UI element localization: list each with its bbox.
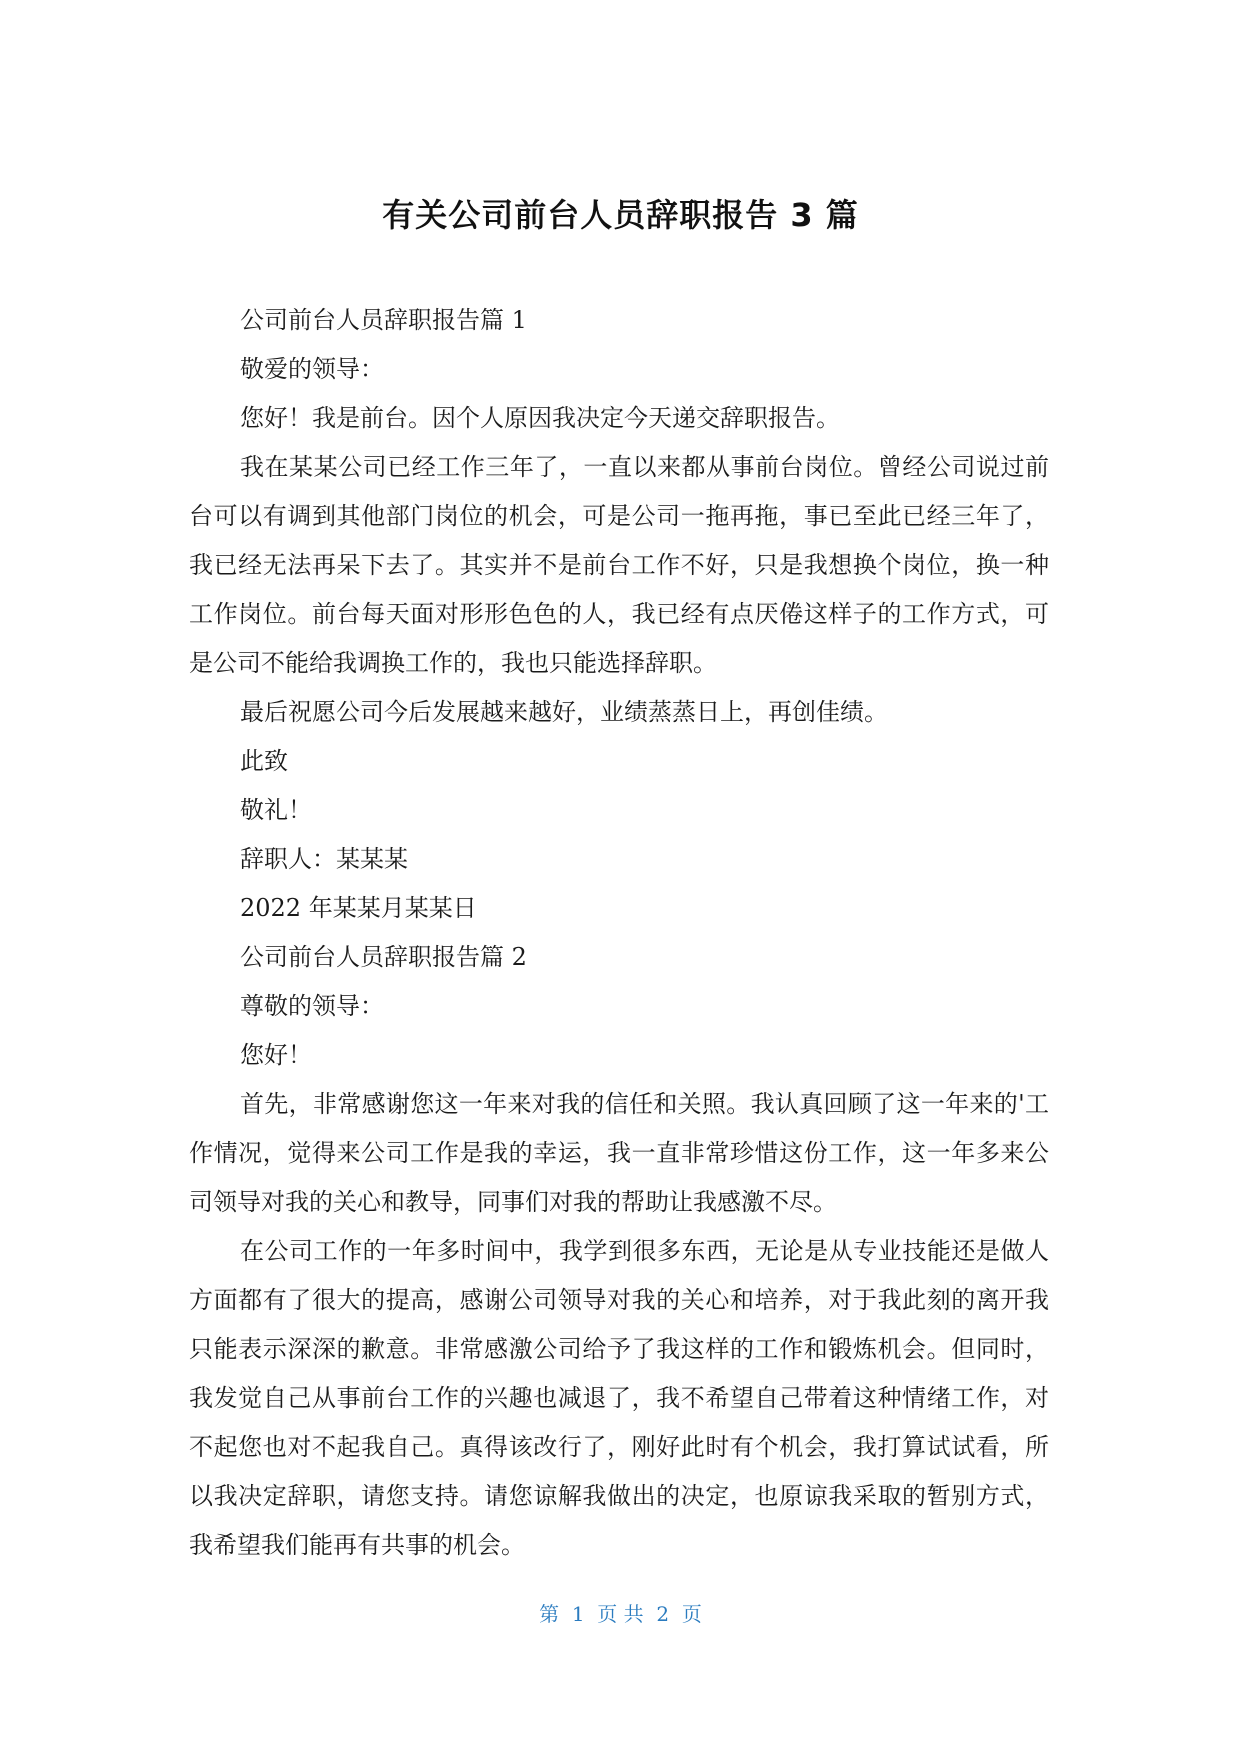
body-paragraph: 我在某某公司已经工作三年了，一直以来都从事前台岗位。曾经公司说过前台可以有调到其他部门岗位的机会，可是公司一拖再拖，事已至此已经三年了，我已经无法再呆下去了。其实并不是前台工作不好，只是我想换个岗位，换一种工作岗位。前台每天面对形形色色的人，我已经有点厌倦这样子的工作方式，可是公司不能给我调换工作的，我也只能选择辞职。	[189, 453, 1049, 677]
closing-wish-paragraph: 最后祝愿公司今后发展越来越好，业绩蒸蒸日上，再创佳绩。	[240, 698, 888, 726]
greeting-paragraph-2: 您好！	[240, 1041, 312, 1069]
section-heading-2: 公司前台人员辞职报告篇 2	[240, 943, 527, 971]
page-number-footer: 第 1 页 共 2 页	[539, 1602, 702, 1626]
section-heading-1: 公司前台人员辞职报告篇 1	[240, 306, 527, 334]
date-line: 2022 年某某月某某日	[240, 894, 477, 922]
body-paragraph: 在公司工作的一年多时间中，我学到很多东西，无论是从专业技能还是做人方面都有了很大的提高，感谢公司领导对我的关心和培养，对于我此刻的离开我只能表示深深的歉意。非常感激公司给予了我这样的工作和锻炼机会。但同时，我发觉自己从事前台工作的兴趣也减退了，我不希望自己带着这种情绪工作，对不起您也对不起我自己。真得该改行了，刚好此时有个机会，我打算试试看，所以我决定辞职，请您支持。请您谅解我做出的决定，也原谅我采取的暂别方式，我希望我们能再有共事的机会。	[189, 1237, 1049, 1559]
body-paragraph: 首先，非常感谢您这一年来对我的信任和关照。我认真回顾了这一年来的'工作情况，觉得来公司工作是我的幸运，我一直非常珍惜这份工作，这一年多来公司领导对我的关心和教导，同事们对我的帮助让我感激不尽。	[189, 1090, 1049, 1216]
document-body	[189, 296, 1049, 1570]
closing-line: 此致	[240, 747, 288, 775]
closing-regards: 敬礼！	[240, 796, 312, 824]
greeting-paragraph-1: 您好！我是前台。因个人原因我决定今天递交辞职报告。	[240, 404, 840, 432]
signature-line: 辞职人：某某某	[240, 845, 408, 873]
salutation-2: 尊敬的领导：	[240, 992, 384, 1020]
salutation-1: 敬爱的领导：	[240, 355, 384, 383]
document-title: 有关公司前台人员辞职报告 3 篇	[382, 196, 859, 234]
